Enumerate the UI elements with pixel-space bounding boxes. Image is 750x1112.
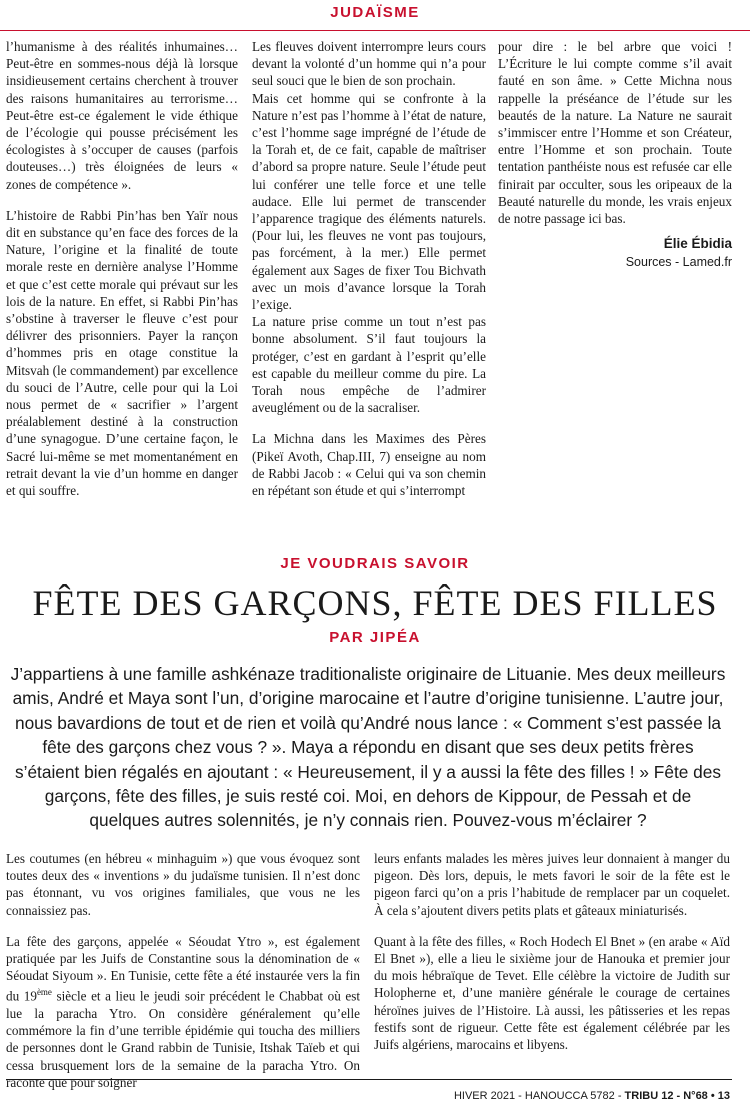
paragraph: L’histoire de Rabbi Pin’has ben Yaïr nous dit en substance qu’en face des forces de la Nature, l’origine et la finalité de toute morale reste en dernière analyse l’Homme et que c’est cette morale qui prévaut sur les lois de la nature. En effet, si Rabbi Pin’has s’obstine à traverser le fleuve c’est pour délivrer des prisonniers. Payer la rançon d’hommes pris en otage constitue la Mitsvah (le commandement) par excellence du souci de l’Autre, celle pour qui la Loi nous permet de « sacrifier » l’argent préalablement destiné à la construction d’une synagogue. D’une certaine façon, le Sacré lui-même se met momentanément en retrait devant la vie d’un homme en danger et qui souffre. [6, 207, 238, 499]
section-title: JUDAÏSME [330, 4, 420, 21]
footer-magazine: TRIBU 12 - N°68 • 13 [624, 1090, 730, 1102]
footer-issue: HIVER 2021 - HANOUCCA 5782 - [453, 1090, 625, 1102]
paragraph: l’humanisme à des réalités inhumaines… Peut-être en sommes-nous déjà là lorsque insidieusement certains cherchent à trouver des raisons humanitaires au terrorisme… Peut-être est-ce également le vide éthique de l’écologie qui pousse précisément les écologistes à s’occuper de causes (parfois douteuses…) très éloignées de leurs « zones de compétence ». [6, 39, 238, 192]
paragraph-text: La fête des garçons, appelée « Séoudat Ytro », est également pratiquée par les Juifs de Constantine sous la dénomination de « Séoudat Siyoum ». En Tunisie, cette fête a été instaurée vers la fin du 19 [6, 933, 360, 1004]
page-footer [454, 1090, 730, 1102]
article2-column-1 [6, 850, 360, 1091]
author-name: Élie Ébidia [663, 236, 732, 252]
paragraph: La nature prise comme un tout n’est pas bonne absolument. S’il faut toujours la protéger, c’est en gardant à l’esprit qu’elle est capable du meilleur comme du pire. La Torah nous empêche de l’admirer aveuglément ou de la sacraliser. [252, 314, 486, 416]
paragraph: leurs enfants malades les mères juives leur donnaient à manger du pigeon. Dès lors, depuis, le mets favori le soir de la fête est le pigeon farci qu’on a pris l’habitude de remplacer par un coquelet. À cela s’ajoutent divers petits plats et gâteaux miniaturisés. [374, 851, 730, 918]
paragraph: Mais cet homme qui se confronte à la Nature n’est pas l’homme à l’état de nature, c’est l’homme sage imprégné de l’étude de la Torah et, de ce fait, capable de maîtriser d’abord sa propre nature. Seule l’étude peut lui conférer une telle force et une telle audace. Elle lui permet de transcender l’apparence tragique des éléments naturels. (Pour lui, les fleuves ne vont pas toujours, pas forcément, à la mer.) Elle permet également aux Sages de fixer Tou Bichvath avec un mois d’avance lorsque la Torah l’exige. [252, 90, 486, 313]
paragraph: Les fleuves doivent interrompre leurs cours devant la volonté d’un homme qui n’a pour seul souci que le bien de son prochain. [252, 39, 486, 89]
source-credit: Sources - Lamed.fr [625, 255, 732, 270]
paragraph [6, 933, 360, 1091]
paragraph: La Michna dans les Maximes des Pères (Pikeï Avoth, Chap.III, 7) enseigne au nom de Rabbi Jacob : « Celui qui va son chemin en répétant son étude et qui s’interrompt [252, 431, 486, 499]
lede-question: J’appartiens à une famille ashkénaze traditionaliste originaire de Lituanie. Mes deux meilleurs amis, André et Maya sont l’un, d’origine marocaine et l’autre d’origine tunisienne. L’autre jour, nous bavardions de tout et de rien et voilà qu’André nous lance : « Comment s’est passée la fête des garçons chez vous ? ». Maya a répondu en disant que ses deux petits frères s’étaient bien régalés en ajoutant : « Heureusement, il y a aussi la fête des filles ! » Fête des garçons, fête des filles, je suis resté coi. Moi, en dehors de Kippour, de Pessah et de quelques autres solennités, je n’y connais rien. Pouvez-vous m’éclairer ? [10, 664, 726, 831]
paragraph: pour dire : le bel arbre que voici ! L’Écriture le lui compte comme s’il avait fauté en son âme. » Cette Michna nous rappelle la préséance de l’étude sur les beautés de la nature. La Nature ne saurait s’immiscer entre l’Homme et son Créateur, entre l’Homme et son prochain. Toute tentation panthéiste nous est refusée car elle finirait par occulter, sous les oripeaux de la Beauté naturelle du monde, les vrais enjeux de notre passage ici bas. [498, 39, 732, 227]
article1-column-1 [6, 38, 238, 499]
byline: PAR JIPÉA [329, 629, 421, 646]
article1-column-2 [252, 38, 486, 499]
top-rule [0, 30, 750, 31]
article2-column-2 [374, 850, 730, 1053]
kicker: JE VOUDRAIS SAVOIR [280, 555, 470, 572]
footer-rule [6, 1079, 732, 1080]
headline: FÊTE DES GARÇONS, FÊTE DES FILLES [32, 583, 718, 623]
article1-column-3 [498, 38, 732, 272]
superscript: ème [36, 987, 52, 998]
paragraph: Quant à la fête des filles, « Roch Hodech El Bnet » (en arabe « Aïd El Bnet »), elle a lieu le sixième jour de Hanouka et premier jour du mois hébraïque de Tevet. Elle célèbre la victoire de Judith sur Holopherne et, d’une manière générale le courage de certaines héroïnes juives de l’Histoire. Là aussi, les pâtisseries et les repas festifs sont de rigueur. Cette fête est également célébrée par les Juifs algériens, marocains et libyens. [374, 933, 730, 1053]
paragraph-text: siècle et a lieu le jeudi soir précédent le Chabbat où est lue la paracha Ytro. On considère généralement qu’elle commémore la fin d’une terrible épidémie qui toucha des milliers de personnes dont le Grand rabbin de Tunisie, Itshak Taïeb et qui cessa brusquement lors de la semaine de la paracha Ytro. On raconte que pour soigner [6, 988, 360, 1090]
paragraph: Les coutumes (en hébreu « minhaguim ») que vous évoquez sont toutes deux des « inventions » du judaïsme tunisien. Il n’est donc pas étonnant, vu vos origines familiales, que vous ne les connaissiez pas. [6, 851, 360, 918]
